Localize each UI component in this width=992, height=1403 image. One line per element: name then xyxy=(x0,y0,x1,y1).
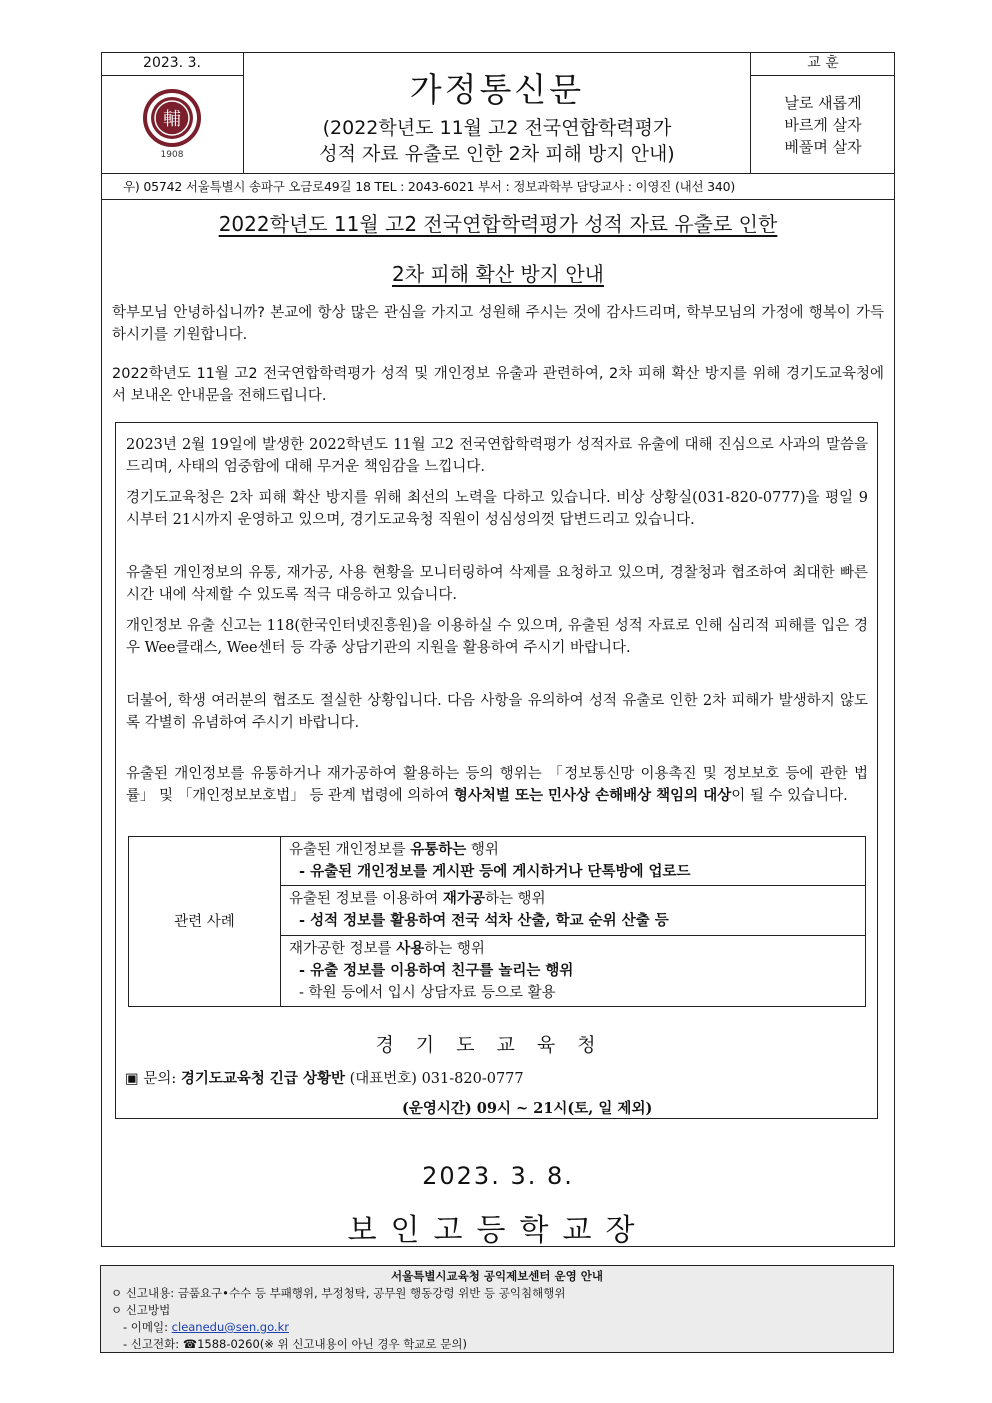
inquiry-line: ▣ 문의: 경기도교육청 긴급 상황반 (대표번호) 031-820-0777 xyxy=(125,1070,524,1087)
penalty-emphasis: 형사처벌 또는 민사상 손해배상 책임의 대상 xyxy=(453,787,732,804)
motto-line3: 베풀며 살자 xyxy=(784,138,862,156)
operating-hours: (운영시간) 09시 ~ 21시(토, 일 제외) xyxy=(402,1100,653,1117)
notice-heading-1: 2022학년도 11월 고2 전국연합학력평가 성적 자료 유출로 인한 xyxy=(218,212,778,236)
footer-line-1: ㅇ 신고내용: 금품요구•수수 등 부패행위, 부정청탁, 공무원 행동강령 위반 등 공익침해행위 xyxy=(111,1286,566,1300)
intro-paragraph-2: 2022학년도 11월 고2 전국연합학력평가 성적 및 개인정보 유출과 관련하여, 2차 피해 확산 방지를 위해 경기도교육청에서 보내온 안내문을 전해드립니다. xyxy=(112,366,884,404)
header-date: 2023. 3. xyxy=(101,52,244,76)
letter-paragraph-3: 유출된 개인정보의 유통, 재가공, 사용 현황을 모니터링하여 삭제를 요청하고 있으며, 경찰청과 협조하여 최대한 빠른 시간 내에 삭제할 수 있도록 적극 대응하고 있습니다. xyxy=(126,565,868,603)
header-title-cell xyxy=(244,52,750,173)
logo-year: 1908 xyxy=(160,150,184,160)
issue-date: 2023. 3. 8. xyxy=(422,1162,574,1190)
case-3-detail-1: - 유출 정보를 이용하여 친구를 놀리는 행위 xyxy=(299,961,574,979)
footer-title: 서울특별시교육청 공익제보센터 운영 안내 xyxy=(391,1269,603,1283)
case-2-detail: - 성적 정보를 활용하여 전국 석차 산출, 학교 순위 산출 등 xyxy=(299,912,669,930)
page-title: 가정통신문 xyxy=(409,70,585,109)
school-signature: 보인고등학교장 xyxy=(347,1213,649,1248)
address-line: 우) 05742 서울특별시 송파구 오금로49길 18 TEL : 2043-6021 부서 : 정보과학부 담당교사 : 이영진 (내선 340) xyxy=(101,173,895,200)
letter-paragraph-2: 경기도교육청은 2차 피해 확산 방지를 위해 최선의 노력을 다하고 있습니다. 비상 상황실(031-820-0777)을 평일 9시부터 21시까지 운영하고 있으며, 경기도교육청 직원이 성심성의껏 답변드리고 있습니다. xyxy=(126,490,868,528)
school-logo-cell xyxy=(101,76,244,173)
case-3: 재가공한 정보를 사용하는 행위 - 유출 정보를 이용하여 친구를 놀리는 행위 - 학원 등에서 입시 상담자료 등으로 활용 xyxy=(281,935,866,1006)
subtitle-line1: (2022학년도 11월 고2 전국연합학력평가 xyxy=(322,117,672,139)
case-1: 유출된 개인정보를 유통하는 행위 - 유출된 개인정보를 게시판 등에 게시하거나 단톡방에 업로드 xyxy=(281,837,866,886)
motto-line2: 바르게 살자 xyxy=(784,116,862,134)
footer-box xyxy=(100,1265,894,1353)
notice-heading-2: 2차 피해 확산 방지 안내 xyxy=(391,262,605,286)
letter-paragraph-4: 개인정보 유출 신고는 118(한국인터넷진흥원)을 이용하실 수 있으며, 유출된 성적 자료로 인해 심리적 피해를 입은 경우 Wee클래스, Wee센터 등 각종 상담기관의 지원을 활용하여 주시기 바랍니다. xyxy=(126,618,868,656)
case-1-detail: - 유출된 개인정보를 게시판 등에 게시하거나 단톡방에 업로드 xyxy=(299,863,691,880)
footer-email-line: - 이메일: cleanedu@sen.go.kr xyxy=(123,1320,289,1334)
motto-cell xyxy=(750,76,895,173)
motto-line1: 날로 새롭게 xyxy=(784,94,862,112)
letter-paragraph-6: 유출된 개인정보를 유통하거나 재가공하여 활용하는 등의 행위는 「정보통신망 이용촉진 및 정보보호 등에 관한 법률」 및 「개인정보보호법」 등 관계 법령에 의하여 형사처벌 또는 민사상 손해배상 책임의 대상이 될 수 있습니다. xyxy=(126,766,868,804)
case-2: 유출된 정보를 이용하여 재가공하는 행위 - 성적 정보를 활용하여 전국 석차 산출, 학교 순위 산출 등 xyxy=(281,886,866,935)
intro-paragraph-1: 학부모님 안녕하십니까? 본교에 항상 많은 관심을 가지고 성원해 주시는 것에 감사드리며, 학부모님의 가정에 행복이 가득하시기를 기원합니다. xyxy=(112,305,884,343)
letter-paragraph-1: 2023년 2월 19일에 발생한 2022학년도 11월 고2 전국연합학력평가 성적자료 유출에 대해 진심으로 사과의 말씀을 드리며, 사태의 엄중함에 대해 무거운 책임감을 느낍니다. xyxy=(126,437,868,475)
school-emblem-icon xyxy=(101,76,244,173)
footer-line-2: ㅇ 신고방법 xyxy=(111,1303,171,1317)
email-link[interactable]: cleanedu@sen.go.kr xyxy=(171,1320,289,1334)
cases-label: 관련 사례 xyxy=(129,837,281,1007)
subtitle-line2: 성적 자료 유출로 인한 2차 피해 방지 안내) xyxy=(319,143,675,165)
table-row xyxy=(129,837,866,886)
letter-paragraph-5: 더불어, 학생 여러분의 협조도 절실한 상황입니다. 다음 사항을 유의하여 성적 유출로 인한 2차 피해가 발생하지 않도록 각별히 유념하여 주시기 바랍니다. xyxy=(126,693,868,731)
footer-phone-line: - 신고전화: ☎1588-0260(※ 위 신고내용이 아닌 경우 학교로 문의) xyxy=(123,1337,467,1351)
office-signature: 경기도교육청 xyxy=(375,1034,618,1056)
logo-char: 輔 xyxy=(163,109,181,130)
case-3-detail-2: - 학원 등에서 입시 상담자료 등으로 활용 xyxy=(299,984,556,1001)
cases-table xyxy=(128,836,866,1007)
motto-heading: 교 훈 xyxy=(750,52,895,76)
